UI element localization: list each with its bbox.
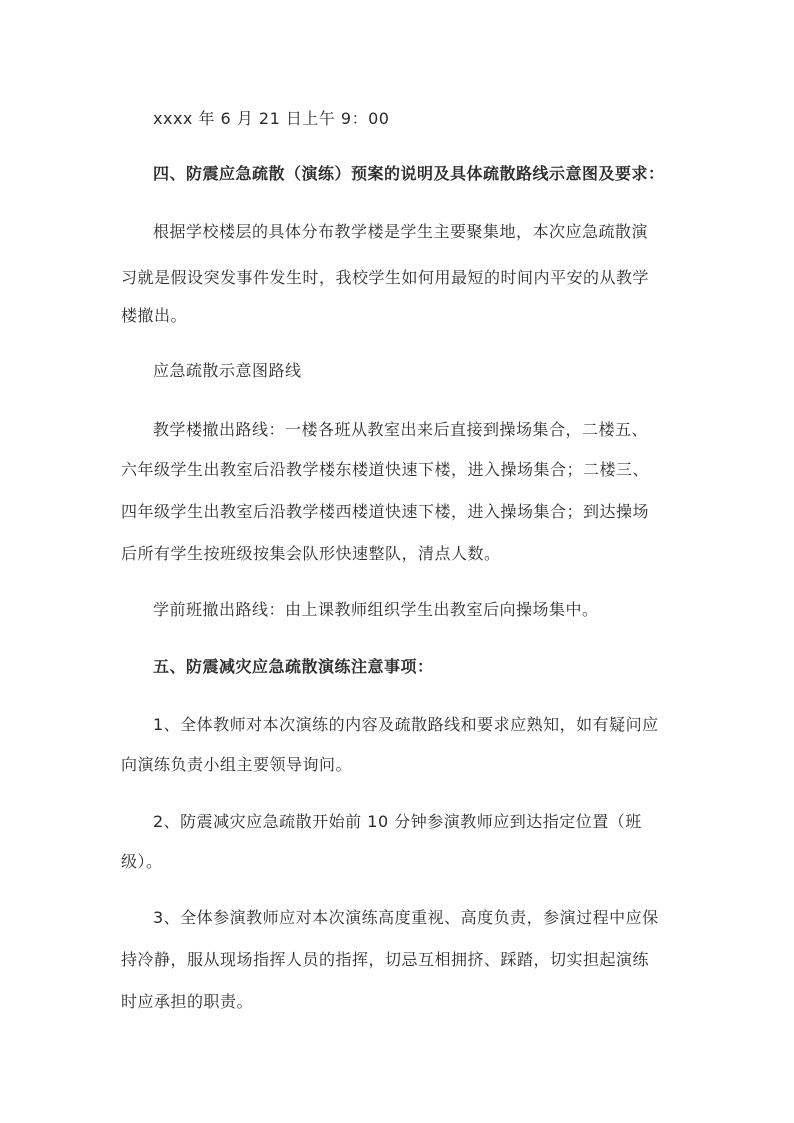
paragraph-line: 1、全体教师对本次演练的内容及疏散路线和要求应熟知，如有疑问应 [153, 715, 659, 734]
paragraph-line: 四年级学生出教室后沿教学楼西楼道快速下楼，进入操场集合；到达操场 [121, 502, 650, 521]
section-five-heading: 五、防震减灾应急疏散演练注意事项： [153, 657, 434, 676]
paragraph-line: 六年级学生出教室后沿教学楼东楼道快速下楼，进入操场集合；二楼三、 [121, 460, 650, 479]
paragraph-line: 习就是假设突发事件发生时，我校学生如何用最短的时间内平安的从教学 [121, 268, 650, 287]
paragraph-line: 持冷静，服从现场指挥人员的指挥，切忌互相拥挤、踩踏，切实担起演练 [121, 950, 650, 969]
route-diagram-label: 应急疏散示意图路线 [153, 361, 302, 380]
paragraph-line: 学前班撤出路线：由上课教师组织学生出教室后向操场集中。 [153, 600, 599, 619]
paragraph-line: 时应承担的职责。 [121, 992, 254, 1011]
paragraph-line: 3、全体参演教师应对本次演练高度重视、高度负责，参演过程中应保 [153, 908, 659, 927]
paragraph-line: 根据学校楼层的具体分布教学楼是学生主要聚集地，本次应急疏散演 [153, 222, 649, 241]
section-four-heading: 四、防震应急疏散（演练）预案的说明及具体疏散路线示意图及要求： [153, 164, 665, 183]
paragraph-line: 楼撤出。 [121, 306, 188, 325]
date-line: xxxx 年 6 月 21 日上午 9：00 [153, 109, 390, 128]
paragraph-line: 2、防震减灾应急疏散开始前 10 分钟参演教师应到达指定位置（班 [153, 812, 642, 831]
paragraph-line: 级）。 [121, 852, 163, 871]
paragraph-line: 教学楼撤出路线：一楼各班从教室出来后直接到操场集合，二楼五、 [153, 420, 649, 439]
paragraph-line: 后所有学生按班级按集会队形快速整队，清点人数。 [121, 544, 501, 563]
paragraph-line: 向演练负责小组主要领导询问。 [121, 755, 353, 774]
